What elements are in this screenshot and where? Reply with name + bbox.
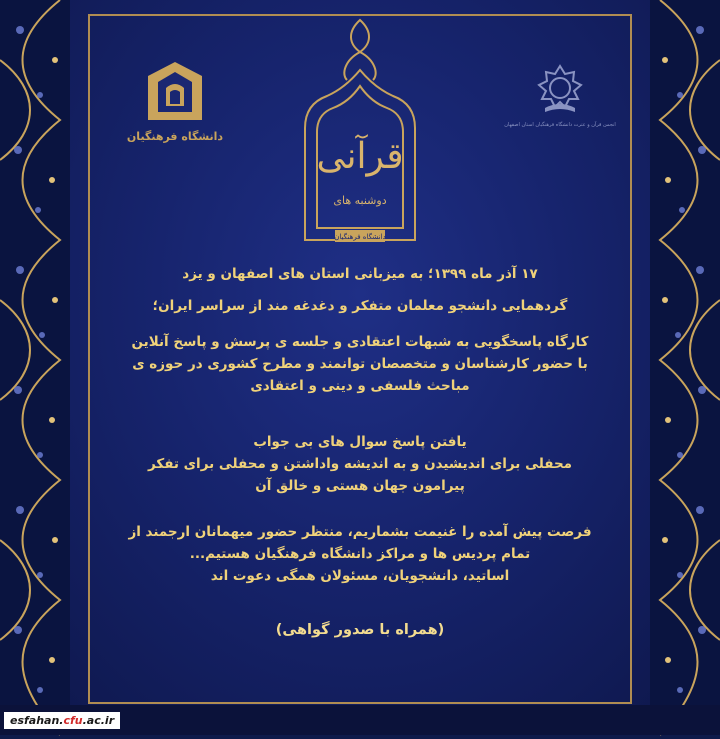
watermark-suffix: .ac.ir: [82, 714, 115, 727]
paragraph-workshop: [92, 331, 628, 397]
badge-subtitle: دوشنبه های: [333, 194, 387, 207]
left-ornament-border: [0, 0, 70, 735]
badge-footer: دانشگاه فرهنگیان: [334, 233, 386, 241]
paragraph-gathering: [92, 295, 628, 317]
watermark-prefix: esfahan.: [10, 714, 64, 727]
watermark-highlight: cfu: [63, 714, 83, 727]
quran-badge: [297, 8, 423, 248]
gathering-line: گردهمایی دانشجو معلمان متفکر و دغدغه مند از سراسر ایران؛: [152, 298, 568, 314]
invitation-line-3: اساتید، دانشجویان، مسئولان همگی دعوت اند: [210, 568, 510, 584]
badge-title: قرآنی: [316, 136, 404, 177]
invitation-line-2: تمام پردیس ها و مراکز دانشگاه فرهنگیان هستیم...: [189, 546, 531, 562]
event-date-line: ۱۷ آذر ماه ۱۳۹۹؛ به میزبانی استان های اصفهان و یزد: [182, 266, 538, 282]
paragraph-answers: [92, 431, 628, 497]
university-logo-text: دانشگاه فرهنگیان: [126, 130, 224, 143]
right-ornament-border: [650, 0, 720, 735]
workshop-line-1: کارگاه پاسخگویی به شبهات اعتقادی و جلسه ی پرسش و پاسخ آنلاین: [131, 334, 589, 350]
university-logo: [126, 58, 224, 150]
workshop-line-2: با حضور کارشناسان و متخصصان توانمند و مطرح کشوری در حوزه ی: [132, 356, 588, 372]
answers-line-2: محفلی برای اندیشیدن و به اندیشه واداشتن و محفلی برای تفکر: [147, 456, 573, 472]
workshop-line-3: مباحث فلسفی و دینی و اعتقادی: [250, 378, 470, 394]
association-logo-caption: انجمن قرآن و عترت دانشگاه فرهنگیان استان اصفهان: [504, 122, 616, 128]
paragraph-invitation: [92, 521, 628, 587]
answers-line-1: یافتن پاسخ سوال های بی جواب: [253, 434, 467, 450]
answers-line-3: پیرامون جهان هستی و خالق آن: [255, 478, 465, 494]
invitation-line-1: فرصت پیش آمده را غنیمت بشماریم، منتظر حضور میهمانان ارجمند از: [128, 524, 592, 540]
certificate-line: (همراه با صدور گواهی): [275, 622, 445, 638]
association-logo: [495, 60, 625, 134]
site-watermark[interactable]: [4, 712, 120, 729]
